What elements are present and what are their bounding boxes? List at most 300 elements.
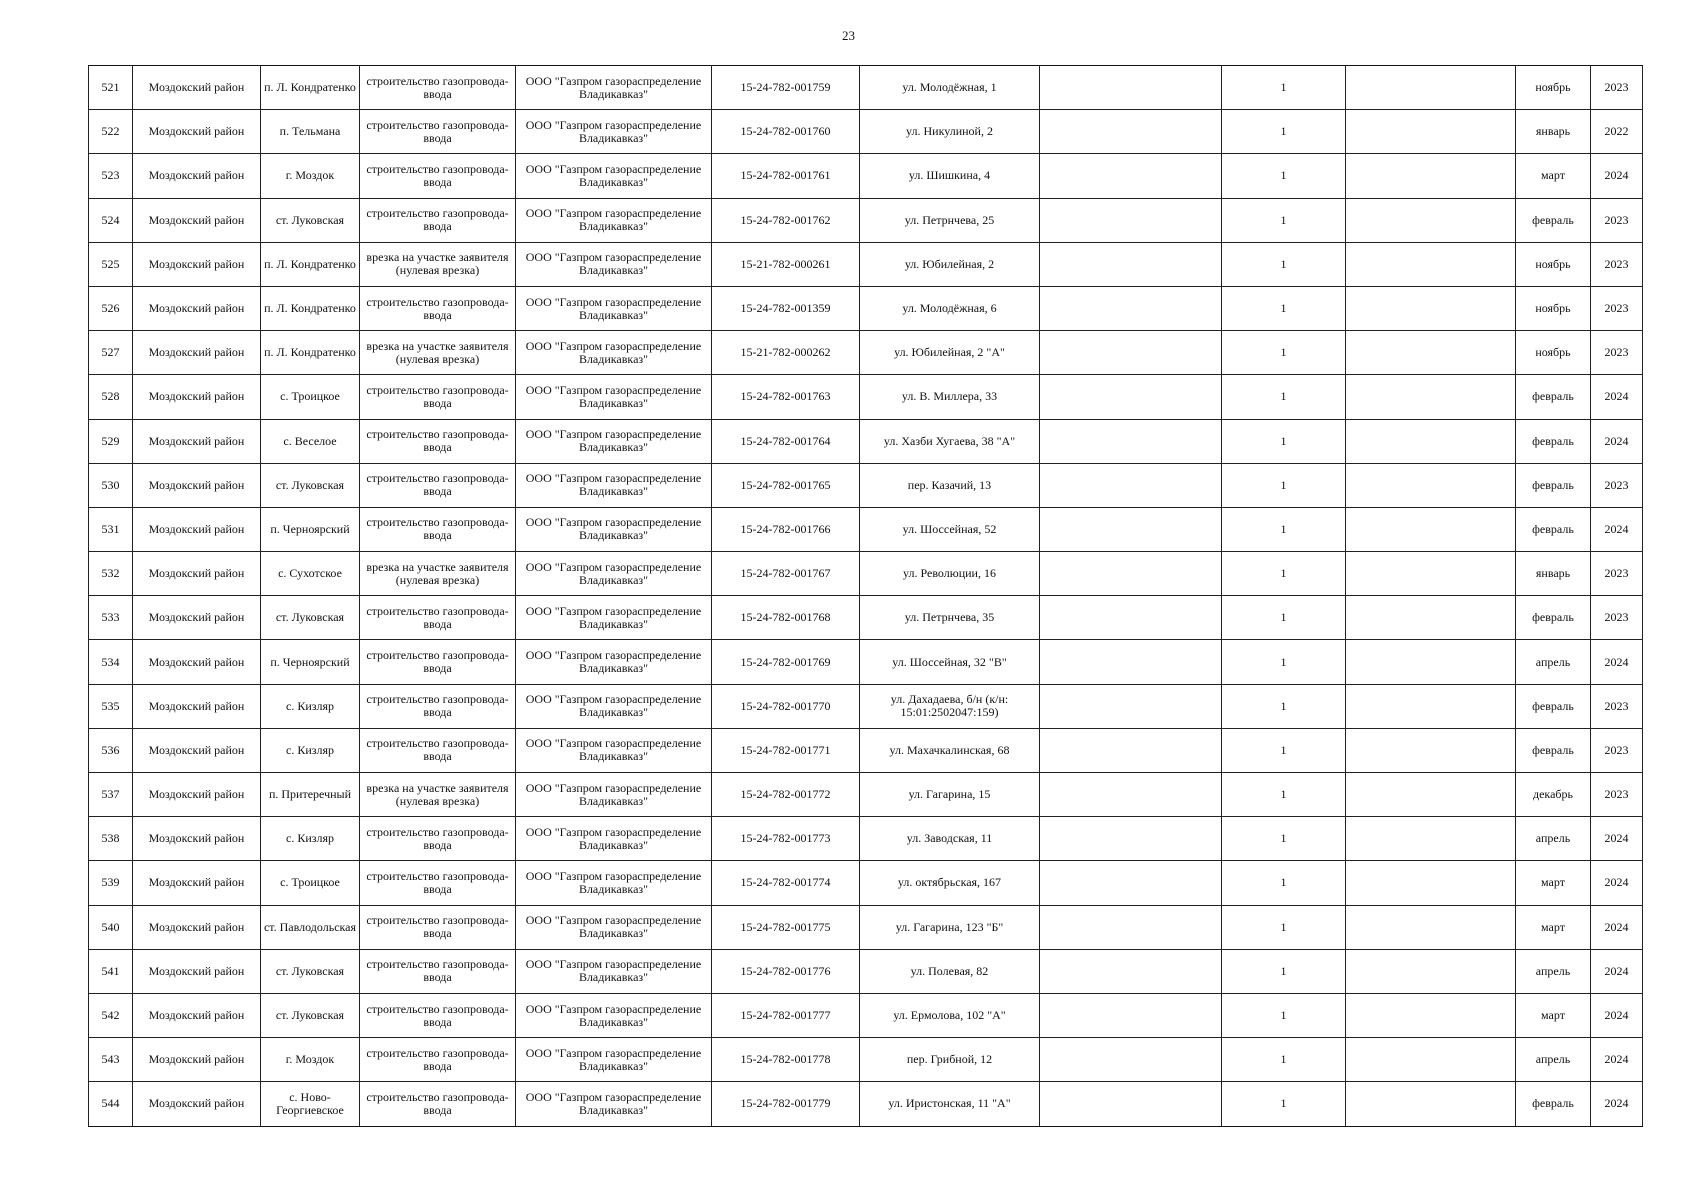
empty-cell bbox=[1040, 242, 1222, 286]
row-number-cell: 522 bbox=[89, 110, 133, 154]
empty-cell bbox=[1346, 154, 1516, 198]
year-cell: 2022 bbox=[1591, 110, 1643, 154]
settlement-cell: п. Черноярский bbox=[261, 507, 360, 551]
address-cell: ул. Гагарина, 15 bbox=[860, 773, 1040, 817]
address-cell: пер. Казачий, 13 bbox=[860, 463, 1040, 507]
year-cell: 2023 bbox=[1591, 684, 1643, 728]
code-cell: 15-21-782-000262 bbox=[712, 331, 860, 375]
empty-cell bbox=[1040, 419, 1222, 463]
work-type-cell: строительство газопровода-ввода bbox=[360, 154, 516, 198]
address-cell: ул. Гагарина, 123 "Б" bbox=[860, 905, 1040, 949]
row-number-cell: 521 bbox=[89, 66, 133, 110]
quantity-cell: 1 bbox=[1222, 507, 1346, 551]
settlement-cell: с. Троицкое bbox=[261, 861, 360, 905]
organization-cell: ООО "Газпром газораспределение Владикавказ" bbox=[516, 861, 712, 905]
address-cell: пер. Грибной, 12 bbox=[860, 1038, 1040, 1082]
work-type-cell: врезка на участке заявителя (нулевая врезка) bbox=[360, 242, 516, 286]
settlement-cell: п. Л. Кондратенко bbox=[261, 242, 360, 286]
address-cell: ул. Шоссейная, 52 bbox=[860, 507, 1040, 551]
settlement-cell: ст. Луковская bbox=[261, 949, 360, 993]
empty-cell bbox=[1346, 640, 1516, 684]
settlement-cell: с. Кизляр bbox=[261, 817, 360, 861]
month-cell: февраль bbox=[1516, 684, 1591, 728]
empty-cell bbox=[1040, 507, 1222, 551]
row-number-cell: 544 bbox=[89, 1082, 133, 1126]
organization-cell: ООО "Газпром газораспределение Владикавказ" bbox=[516, 905, 712, 949]
row-number-cell: 527 bbox=[89, 331, 133, 375]
work-type-cell: строительство газопровода-ввода bbox=[360, 640, 516, 684]
empty-cell bbox=[1040, 286, 1222, 330]
row-number-cell: 530 bbox=[89, 463, 133, 507]
month-cell: апрель bbox=[1516, 1038, 1591, 1082]
district-cell: Моздокский район bbox=[133, 552, 261, 596]
code-cell: 15-24-782-001776 bbox=[712, 949, 860, 993]
district-cell: Моздокский район bbox=[133, 596, 261, 640]
empty-cell bbox=[1346, 1082, 1516, 1126]
address-cell: ул. Дахадаева, б/н (к/н: 15:01:2502047:159) bbox=[860, 684, 1040, 728]
table-row bbox=[89, 552, 1643, 596]
empty-cell bbox=[1040, 817, 1222, 861]
quantity-cell: 1 bbox=[1222, 463, 1346, 507]
empty-cell bbox=[1346, 552, 1516, 596]
table-row bbox=[89, 286, 1643, 330]
work-type-cell: строительство газопровода-ввода bbox=[360, 817, 516, 861]
settlement-cell: с. Ново-Георгиевское bbox=[261, 1082, 360, 1126]
district-cell: Моздокский район bbox=[133, 684, 261, 728]
row-number-cell: 540 bbox=[89, 905, 133, 949]
row-number-cell: 533 bbox=[89, 596, 133, 640]
settlement-cell: п. Черноярский bbox=[261, 640, 360, 684]
work-type-cell: строительство газопровода-ввода bbox=[360, 198, 516, 242]
row-number-cell: 528 bbox=[89, 375, 133, 419]
settlement-cell: ст. Луковская bbox=[261, 596, 360, 640]
table-row bbox=[89, 66, 1643, 110]
quantity-cell: 1 bbox=[1222, 375, 1346, 419]
address-cell: ул. Молодёжная, 6 bbox=[860, 286, 1040, 330]
organization-cell: ООО "Газпром газораспределение Владикавказ" bbox=[516, 596, 712, 640]
year-cell: 2024 bbox=[1591, 419, 1643, 463]
address-cell: ул. октябрьская, 167 bbox=[860, 861, 1040, 905]
district-cell: Моздокский район bbox=[133, 198, 261, 242]
quantity-cell: 1 bbox=[1222, 66, 1346, 110]
district-cell: Моздокский район bbox=[133, 154, 261, 198]
year-cell: 2024 bbox=[1591, 507, 1643, 551]
quantity-cell: 1 bbox=[1222, 552, 1346, 596]
month-cell: апрель bbox=[1516, 817, 1591, 861]
district-cell: Моздокский район bbox=[133, 640, 261, 684]
empty-cell bbox=[1346, 773, 1516, 817]
organization-cell: ООО "Газпром газораспределение Владикавказ" bbox=[516, 949, 712, 993]
empty-cell bbox=[1040, 110, 1222, 154]
empty-cell bbox=[1346, 861, 1516, 905]
district-cell: Моздокский район bbox=[133, 1082, 261, 1126]
month-cell: февраль bbox=[1516, 1082, 1591, 1126]
month-cell: февраль bbox=[1516, 507, 1591, 551]
table-row bbox=[89, 1038, 1643, 1082]
table-row bbox=[89, 198, 1643, 242]
empty-cell bbox=[1346, 419, 1516, 463]
row-number-cell: 536 bbox=[89, 728, 133, 772]
work-type-cell: врезка на участке заявителя (нулевая врезка) bbox=[360, 773, 516, 817]
table-row bbox=[89, 817, 1643, 861]
address-cell: ул. Иристонская, 11 "А" bbox=[860, 1082, 1040, 1126]
code-cell: 15-24-782-001765 bbox=[712, 463, 860, 507]
address-cell: ул. Хазби Хугаева, 38 "А" bbox=[860, 419, 1040, 463]
settlement-cell: ст. Павлодольская bbox=[261, 905, 360, 949]
year-cell: 2023 bbox=[1591, 596, 1643, 640]
district-cell: Моздокский район bbox=[133, 375, 261, 419]
empty-cell bbox=[1040, 905, 1222, 949]
month-cell: январь bbox=[1516, 110, 1591, 154]
table-row bbox=[89, 684, 1643, 728]
organization-cell: ООО "Газпром газораспределение Владикавказ" bbox=[516, 507, 712, 551]
table-row bbox=[89, 463, 1643, 507]
work-type-cell: строительство газопровода-ввода bbox=[360, 419, 516, 463]
empty-cell bbox=[1040, 684, 1222, 728]
row-number-cell: 542 bbox=[89, 993, 133, 1037]
settlement-cell: ст. Луковская bbox=[261, 463, 360, 507]
empty-cell bbox=[1346, 993, 1516, 1037]
month-cell: март bbox=[1516, 154, 1591, 198]
year-cell: 2023 bbox=[1591, 552, 1643, 596]
year-cell: 2023 bbox=[1591, 773, 1643, 817]
code-cell: 15-24-782-001771 bbox=[712, 728, 860, 772]
code-cell: 15-24-782-001359 bbox=[712, 286, 860, 330]
table-row bbox=[89, 773, 1643, 817]
settlement-cell: с. Троицкое bbox=[261, 375, 360, 419]
month-cell: ноябрь bbox=[1516, 331, 1591, 375]
page-number: 23 bbox=[842, 28, 855, 43]
organization-cell: ООО "Газпром газораспределение Владикавказ" bbox=[516, 552, 712, 596]
work-type-cell: строительство газопровода-ввода bbox=[360, 1082, 516, 1126]
empty-cell bbox=[1040, 1038, 1222, 1082]
quantity-cell: 1 bbox=[1222, 773, 1346, 817]
row-number-cell: 535 bbox=[89, 684, 133, 728]
year-cell: 2024 bbox=[1591, 949, 1643, 993]
empty-cell bbox=[1346, 331, 1516, 375]
organization-cell: ООО "Газпром газораспределение Владикавказ" bbox=[516, 463, 712, 507]
month-cell: февраль bbox=[1516, 596, 1591, 640]
empty-cell bbox=[1040, 640, 1222, 684]
district-cell: Моздокский район bbox=[133, 286, 261, 330]
address-cell: ул. Махачкалинская, 68 bbox=[860, 728, 1040, 772]
settlement-cell: п. Притеречный bbox=[261, 773, 360, 817]
address-cell: ул. Ермолова, 102 "А" bbox=[860, 993, 1040, 1037]
code-cell: 15-24-782-001768 bbox=[712, 596, 860, 640]
quantity-cell: 1 bbox=[1222, 949, 1346, 993]
work-type-cell: строительство газопровода-ввода bbox=[360, 375, 516, 419]
year-cell: 2024 bbox=[1591, 905, 1643, 949]
month-cell: февраль bbox=[1516, 419, 1591, 463]
quantity-cell: 1 bbox=[1222, 419, 1346, 463]
district-cell: Моздокский район bbox=[133, 110, 261, 154]
settlement-cell: с. Веселое bbox=[261, 419, 360, 463]
empty-cell bbox=[1040, 552, 1222, 596]
row-number-cell: 525 bbox=[89, 242, 133, 286]
registry-table bbox=[88, 65, 1643, 1127]
year-cell: 2023 bbox=[1591, 331, 1643, 375]
month-cell: март bbox=[1516, 905, 1591, 949]
district-cell: Моздокский район bbox=[133, 242, 261, 286]
year-cell: 2023 bbox=[1591, 728, 1643, 772]
row-number-cell: 526 bbox=[89, 286, 133, 330]
organization-cell: ООО "Газпром газораспределение Владикавказ" bbox=[516, 684, 712, 728]
month-cell: ноябрь bbox=[1516, 66, 1591, 110]
code-cell: 15-24-782-001767 bbox=[712, 552, 860, 596]
empty-cell bbox=[1040, 198, 1222, 242]
empty-cell bbox=[1346, 728, 1516, 772]
year-cell: 2024 bbox=[1591, 154, 1643, 198]
table-row bbox=[89, 1082, 1643, 1126]
address-cell: ул. Революции, 16 bbox=[860, 552, 1040, 596]
year-cell: 2024 bbox=[1591, 993, 1643, 1037]
quantity-cell: 1 bbox=[1222, 905, 1346, 949]
table-row bbox=[89, 640, 1643, 684]
code-cell: 15-24-782-001764 bbox=[712, 419, 860, 463]
year-cell: 2023 bbox=[1591, 463, 1643, 507]
organization-cell: ООО "Газпром газораспределение Владикавказ" bbox=[516, 198, 712, 242]
month-cell: февраль bbox=[1516, 728, 1591, 772]
empty-cell bbox=[1040, 861, 1222, 905]
organization-cell: ООО "Газпром газораспределение Владикавказ" bbox=[516, 375, 712, 419]
district-cell: Моздокский район bbox=[133, 993, 261, 1037]
work-type-cell: строительство газопровода-ввода bbox=[360, 1038, 516, 1082]
organization-cell: ООО "Газпром газораспределение Владикавказ" bbox=[516, 331, 712, 375]
settlement-cell: с. Сухотское bbox=[261, 552, 360, 596]
quantity-cell: 1 bbox=[1222, 640, 1346, 684]
month-cell: февраль bbox=[1516, 463, 1591, 507]
district-cell: Моздокский район bbox=[133, 1038, 261, 1082]
row-number-cell: 537 bbox=[89, 773, 133, 817]
year-cell: 2023 bbox=[1591, 66, 1643, 110]
year-cell: 2024 bbox=[1591, 640, 1643, 684]
row-number-cell: 524 bbox=[89, 198, 133, 242]
work-type-cell: строительство газопровода-ввода bbox=[360, 110, 516, 154]
empty-cell bbox=[1040, 596, 1222, 640]
year-cell: 2023 bbox=[1591, 242, 1643, 286]
quantity-cell: 1 bbox=[1222, 684, 1346, 728]
settlement-cell: с. Кизляр bbox=[261, 728, 360, 772]
row-number-cell: 539 bbox=[89, 861, 133, 905]
address-cell: ул. Молодёжная, 1 bbox=[860, 66, 1040, 110]
year-cell: 2023 bbox=[1591, 198, 1643, 242]
organization-cell: ООО "Газпром газораспределение Владикавказ" bbox=[516, 419, 712, 463]
address-cell: ул. В. Миллера, 33 bbox=[860, 375, 1040, 419]
work-type-cell: строительство газопровода-ввода bbox=[360, 66, 516, 110]
year-cell: 2024 bbox=[1591, 861, 1643, 905]
settlement-cell: п. Л. Кондратенко bbox=[261, 331, 360, 375]
quantity-cell: 1 bbox=[1222, 1038, 1346, 1082]
month-cell: апрель bbox=[1516, 640, 1591, 684]
code-cell: 15-24-782-001777 bbox=[712, 993, 860, 1037]
organization-cell: ООО "Газпром газораспределение Владикавказ" bbox=[516, 66, 712, 110]
address-cell: ул. Шоссейная, 32 "В" bbox=[860, 640, 1040, 684]
quantity-cell: 1 bbox=[1222, 1082, 1346, 1126]
code-cell: 15-24-782-001775 bbox=[712, 905, 860, 949]
work-type-cell: строительство газопровода-ввода bbox=[360, 507, 516, 551]
district-cell: Моздокский район bbox=[133, 861, 261, 905]
empty-cell bbox=[1346, 463, 1516, 507]
table-row bbox=[89, 419, 1643, 463]
empty-cell bbox=[1346, 66, 1516, 110]
district-cell: Моздокский район bbox=[133, 949, 261, 993]
district-cell: Моздокский район bbox=[133, 66, 261, 110]
quantity-cell: 1 bbox=[1222, 110, 1346, 154]
code-cell: 15-24-782-001778 bbox=[712, 1038, 860, 1082]
row-number-cell: 541 bbox=[89, 949, 133, 993]
month-cell: ноябрь bbox=[1516, 286, 1591, 330]
table-row bbox=[89, 331, 1643, 375]
row-number-cell: 532 bbox=[89, 552, 133, 596]
row-number-cell: 538 bbox=[89, 817, 133, 861]
district-cell: Моздокский район bbox=[133, 817, 261, 861]
code-cell: 15-24-782-001761 bbox=[712, 154, 860, 198]
address-cell: ул. Заводская, 11 bbox=[860, 817, 1040, 861]
district-cell: Моздокский район bbox=[133, 905, 261, 949]
code-cell: 15-24-782-001770 bbox=[712, 684, 860, 728]
settlement-cell: г. Моздок bbox=[261, 154, 360, 198]
settlement-cell: п. Тельмана bbox=[261, 110, 360, 154]
table-row bbox=[89, 993, 1643, 1037]
row-number-cell: 543 bbox=[89, 1038, 133, 1082]
quantity-cell: 1 bbox=[1222, 154, 1346, 198]
table-row bbox=[89, 728, 1643, 772]
empty-cell bbox=[1040, 773, 1222, 817]
address-cell: ул. Никулиной, 2 bbox=[860, 110, 1040, 154]
quantity-cell: 1 bbox=[1222, 728, 1346, 772]
code-cell: 15-24-782-001762 bbox=[712, 198, 860, 242]
address-cell: ул. Шишкина, 4 bbox=[860, 154, 1040, 198]
work-type-cell: строительство газопровода-ввода bbox=[360, 905, 516, 949]
work-type-cell: строительство газопровода-ввода bbox=[360, 463, 516, 507]
row-number-cell: 531 bbox=[89, 507, 133, 551]
work-type-cell: врезка на участке заявителя (нулевая врезка) bbox=[360, 552, 516, 596]
empty-cell bbox=[1346, 198, 1516, 242]
month-cell: декабрь bbox=[1516, 773, 1591, 817]
code-cell: 15-24-782-001774 bbox=[712, 861, 860, 905]
address-cell: ул. Петрнчева, 35 bbox=[860, 596, 1040, 640]
address-cell: ул. Петрнчева, 25 bbox=[860, 198, 1040, 242]
empty-cell bbox=[1346, 507, 1516, 551]
code-cell: 15-24-782-001763 bbox=[712, 375, 860, 419]
month-cell: февраль bbox=[1516, 198, 1591, 242]
work-type-cell: строительство газопровода-ввода bbox=[360, 684, 516, 728]
empty-cell bbox=[1040, 993, 1222, 1037]
table-row bbox=[89, 596, 1643, 640]
table-row bbox=[89, 949, 1643, 993]
organization-cell: ООО "Газпром газораспределение Владикавказ" bbox=[516, 242, 712, 286]
address-cell: ул. Юбилейная, 2 "А" bbox=[860, 331, 1040, 375]
district-cell: Моздокский район bbox=[133, 463, 261, 507]
month-cell: апрель bbox=[1516, 949, 1591, 993]
table-body bbox=[89, 66, 1643, 1127]
empty-cell bbox=[1346, 949, 1516, 993]
table-row bbox=[89, 905, 1643, 949]
quantity-cell: 1 bbox=[1222, 817, 1346, 861]
table-row bbox=[89, 154, 1643, 198]
quantity-cell: 1 bbox=[1222, 286, 1346, 330]
table-row bbox=[89, 507, 1643, 551]
empty-cell bbox=[1040, 66, 1222, 110]
settlement-cell: п. Л. Кондратенко bbox=[261, 286, 360, 330]
table-row bbox=[89, 242, 1643, 286]
district-cell: Моздокский район bbox=[133, 507, 261, 551]
month-cell: январь bbox=[1516, 552, 1591, 596]
organization-cell: ООО "Газпром газораспределение Владикавказ" bbox=[516, 1038, 712, 1082]
code-cell: 15-24-782-001759 bbox=[712, 66, 860, 110]
work-type-cell: врезка на участке заявителя (нулевая врезка) bbox=[360, 331, 516, 375]
empty-cell bbox=[1040, 154, 1222, 198]
organization-cell: ООО "Газпром газораспределение Владикавказ" bbox=[516, 773, 712, 817]
settlement-cell: с. Кизляр bbox=[261, 684, 360, 728]
row-number-cell: 523 bbox=[89, 154, 133, 198]
empty-cell bbox=[1346, 817, 1516, 861]
organization-cell: ООО "Газпром газораспределение Владикавказ" bbox=[516, 110, 712, 154]
work-type-cell: строительство газопровода-ввода bbox=[360, 993, 516, 1037]
empty-cell bbox=[1346, 1038, 1516, 1082]
row-number-cell: 529 bbox=[89, 419, 133, 463]
empty-cell bbox=[1040, 463, 1222, 507]
organization-cell: ООО "Газпром газораспределение Владикавказ" bbox=[516, 154, 712, 198]
code-cell: 15-21-782-000261 bbox=[712, 242, 860, 286]
row-number-cell: 534 bbox=[89, 640, 133, 684]
empty-cell bbox=[1040, 375, 1222, 419]
quantity-cell: 1 bbox=[1222, 198, 1346, 242]
work-type-cell: строительство газопровода-ввода bbox=[360, 596, 516, 640]
district-cell: Моздокский район bbox=[133, 331, 261, 375]
code-cell: 15-24-782-001766 bbox=[712, 507, 860, 551]
year-cell: 2023 bbox=[1591, 286, 1643, 330]
settlement-cell: п. Л. Кондратенко bbox=[261, 66, 360, 110]
quantity-cell: 1 bbox=[1222, 242, 1346, 286]
code-cell: 15-24-782-001769 bbox=[712, 640, 860, 684]
empty-cell bbox=[1040, 1082, 1222, 1126]
empty-cell bbox=[1346, 684, 1516, 728]
month-cell: март bbox=[1516, 993, 1591, 1037]
empty-cell bbox=[1346, 110, 1516, 154]
quantity-cell: 1 bbox=[1222, 596, 1346, 640]
work-type-cell: строительство газопровода-ввода bbox=[360, 728, 516, 772]
year-cell: 2024 bbox=[1591, 1038, 1643, 1082]
settlement-cell: ст. Луковская bbox=[261, 198, 360, 242]
organization-cell: ООО "Газпром газораспределение Владикавказ" bbox=[516, 640, 712, 684]
organization-cell: ООО "Газпром газораспределение Владикавказ" bbox=[516, 728, 712, 772]
work-type-cell: строительство газопровода-ввода bbox=[360, 949, 516, 993]
settlement-cell: ст. Луковская bbox=[261, 993, 360, 1037]
month-cell: ноябрь bbox=[1516, 242, 1591, 286]
empty-cell bbox=[1346, 905, 1516, 949]
code-cell: 15-24-782-001779 bbox=[712, 1082, 860, 1126]
district-cell: Моздокский район bbox=[133, 773, 261, 817]
month-cell: февраль bbox=[1516, 375, 1591, 419]
empty-cell bbox=[1346, 286, 1516, 330]
code-cell: 15-24-782-001760 bbox=[712, 110, 860, 154]
table-row bbox=[89, 375, 1643, 419]
empty-cell bbox=[1346, 375, 1516, 419]
organization-cell: ООО "Газпром газораспределение Владикавказ" bbox=[516, 993, 712, 1037]
code-cell: 15-24-782-001772 bbox=[712, 773, 860, 817]
work-type-cell: строительство газопровода-ввода bbox=[360, 286, 516, 330]
empty-cell bbox=[1040, 949, 1222, 993]
organization-cell: ООО "Газпром газораспределение Владикавказ" bbox=[516, 817, 712, 861]
organization-cell: ООО "Газпром газораспределение Владикавказ" bbox=[516, 286, 712, 330]
empty-cell bbox=[1040, 331, 1222, 375]
table-row bbox=[89, 861, 1643, 905]
year-cell: 2024 bbox=[1591, 375, 1643, 419]
year-cell: 2024 bbox=[1591, 1082, 1643, 1126]
quantity-cell: 1 bbox=[1222, 993, 1346, 1037]
code-cell: 15-24-782-001773 bbox=[712, 817, 860, 861]
